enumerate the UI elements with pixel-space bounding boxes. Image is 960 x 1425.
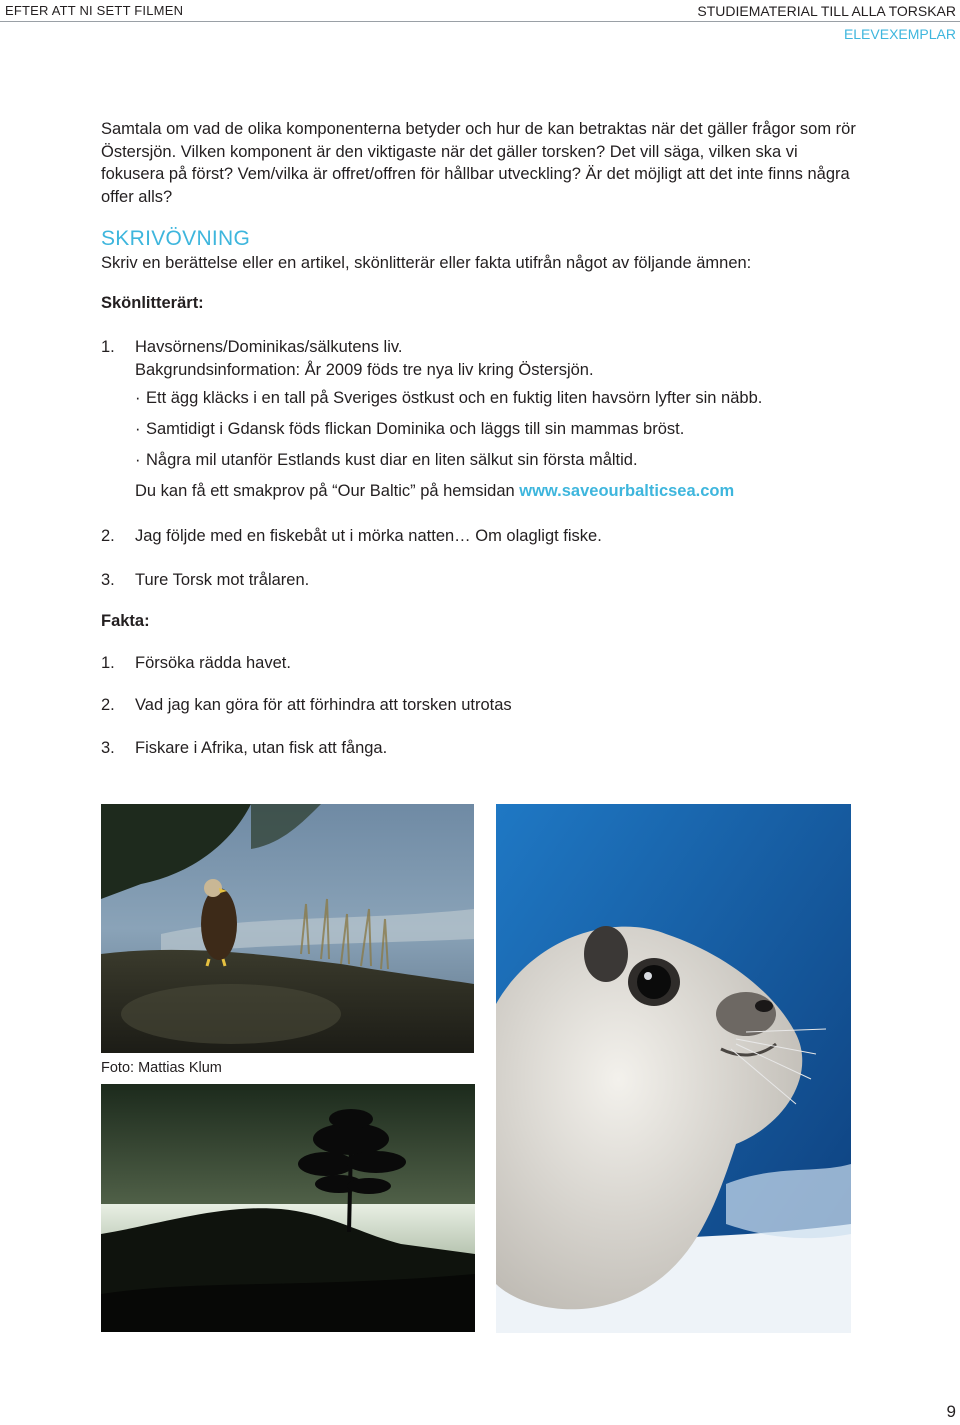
list-text: Havsörnens/Dominikas/sälkutens liv. — [135, 338, 403, 356]
list-item — [101, 737, 861, 760]
section-title: SKRIVÖVNING — [101, 227, 251, 250]
bullet-text: Samtidigt i Gdansk föds flickan Dominika och läggs till sin mammas bröst. — [146, 420, 685, 438]
list-item — [101, 525, 861, 548]
bullet-text: Ett ägg kläcks i en tall på Sveriges östkust och en fuktig liten havsörn lyfter sin näbb. — [146, 389, 763, 407]
header-left: EFTER ATT NI SETT FILMEN — [5, 3, 184, 18]
list-item — [101, 336, 861, 359]
website-link[interactable]: www.saveourbalticsea.com — [519, 482, 735, 500]
list-number: 1. — [101, 653, 115, 672]
list-text: Jag följde med en fiskebåt ut i mörka natten… Om olagligt fiske. — [135, 526, 602, 545]
tree-photo — [101, 1084, 475, 1332]
page-content — [101, 118, 861, 759]
bullet-text: Några mil utanför Estlands kust diar en liten sälkut sin första måltid. — [146, 451, 638, 469]
exercise-instruction: Skriv en berättelse eller en artikel, skönlitterär eller fakta utifrån något av följande ämnen: — [101, 254, 752, 272]
list-number: 2. — [101, 696, 115, 714]
facts-heading: Fakta: — [101, 611, 150, 630]
tip-line — [101, 480, 861, 503]
list-text: Fiskare i Afrika, utan fisk att fånga. — [135, 738, 388, 757]
header-right: STUDIEMATERIAL TILL ALLA TORSKAR — [697, 3, 956, 19]
list-item — [101, 694, 861, 717]
list-number: 3. — [101, 738, 115, 757]
list-item — [101, 569, 861, 592]
list-text: Försöka rädda havet. — [135, 653, 291, 672]
bullet-item — [101, 449, 861, 471]
intro-paragraph: Samtala om vad de olika komponenterna betyder och hur de kan betraktas när det gäller frågor som rör Östersjön. Vilken komponent är den viktigaste när det gäller torsken? Det vill säga, vilken ska vi fokusera på först? Vem/vilka är offret/offren för hållbar utveckling? Är det möjligt att det inte finns några offer alls? — [101, 120, 856, 206]
list-number: 3. — [101, 571, 115, 589]
list-text: Vad jag kan göra för att förhindra att torsken utrotas — [135, 696, 512, 714]
list-text: Ture Torsk mot trålaren. — [135, 571, 310, 589]
background-info: Bakgrundsinformation: År 2009 föds tre nya liv kring Östersjön. — [135, 360, 594, 379]
tip-text: Du kan få ett smakprov på “Our Baltic” på hemsidan — [135, 482, 520, 500]
page-number: 9 — [946, 1402, 956, 1421]
bullet-item — [101, 418, 861, 440]
bullet-item — [101, 387, 861, 409]
seal-photo — [496, 804, 851, 1333]
eagle-photo — [101, 804, 474, 1053]
bullet-dot: · — [135, 389, 141, 407]
header-rule — [0, 21, 960, 22]
bullet-dot: · — [135, 451, 141, 469]
list-item — [101, 652, 861, 675]
photo-caption: Foto: Mattias Klum — [101, 1060, 222, 1076]
bullet-dot: · — [135, 420, 141, 438]
list-number: 2. — [101, 526, 115, 545]
header-edition: ELEVEXEMPLAR — [843, 26, 956, 42]
list-number: 1. — [101, 338, 115, 356]
fiction-heading: Skönlitterärt: — [101, 294, 204, 312]
